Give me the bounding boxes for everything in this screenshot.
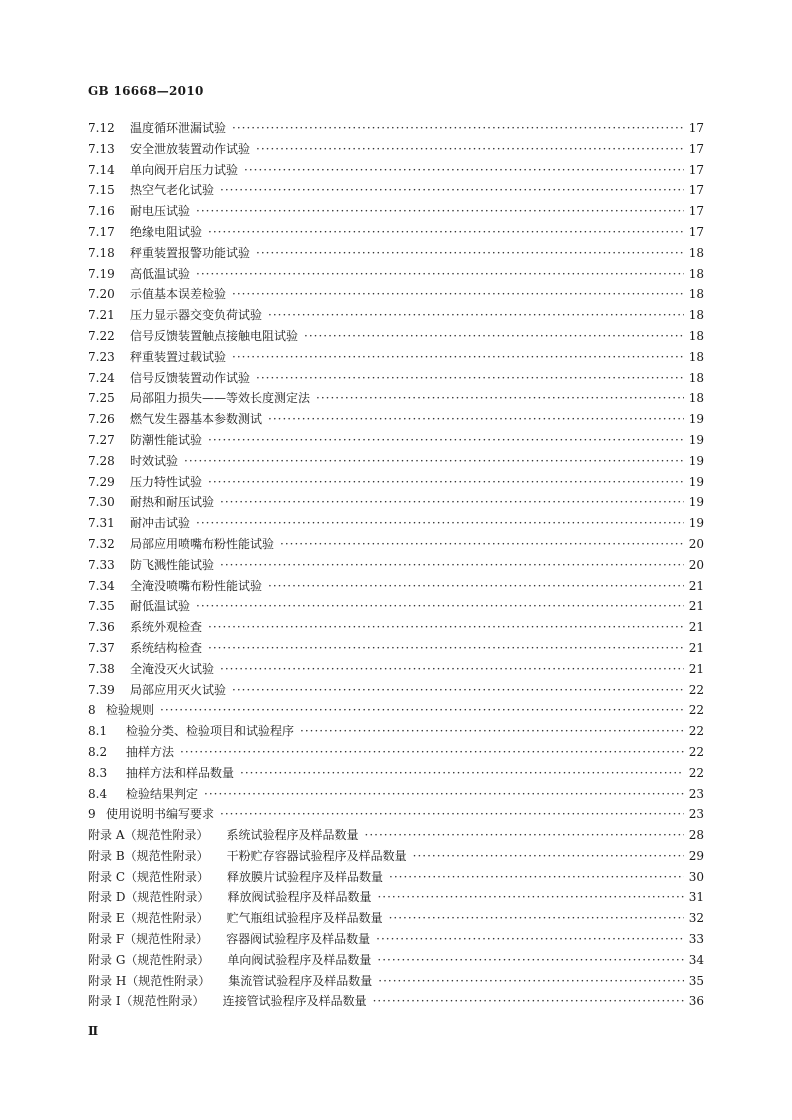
toc-entry[interactable] xyxy=(88,638,704,659)
toc-entry[interactable] xyxy=(88,472,704,493)
toc-entry-number: 7.14 xyxy=(88,162,115,177)
toc-entry[interactable] xyxy=(88,492,704,513)
toc-entry-title: 信号反馈装置动作试验 xyxy=(130,370,251,385)
toc-entry-page: 21 xyxy=(688,640,704,655)
toc-entry-page: 21 xyxy=(688,620,704,635)
toc-entry-title: 容器阀试验程序及样品数量 xyxy=(226,932,371,947)
toc-entry-page: 18 xyxy=(688,328,704,343)
toc-leader-dots xyxy=(377,950,684,971)
toc-entry-page: 18 xyxy=(688,391,704,406)
toc-leader-dots xyxy=(208,617,684,638)
toc-entry-title: 秤重装置报警功能试验 xyxy=(130,245,251,260)
toc-entry-number: 8 xyxy=(88,703,96,718)
toc-entry-title: 局部应用喷嘴布粉性能试验 xyxy=(130,536,275,551)
toc-entry-page: 20 xyxy=(688,557,704,572)
toc-leader-dots xyxy=(389,867,684,888)
toc-entry[interactable] xyxy=(88,784,704,805)
toc-entry[interactable] xyxy=(88,409,704,430)
toc-entry[interactable] xyxy=(88,180,704,201)
toc-entry-number: 7.19 xyxy=(88,266,115,281)
toc-entry[interactable] xyxy=(88,804,704,825)
toc-leader-dots xyxy=(232,347,684,368)
toc-leader-dots xyxy=(208,472,684,493)
toc-leader-dots xyxy=(268,305,684,326)
toc-entry-number: 附录 I（规范性附录） xyxy=(88,994,205,1009)
toc-entry-page: 19 xyxy=(688,516,704,531)
toc-entry-number: 7.24 xyxy=(88,370,115,385)
toc-entry-number: 附录 A（规范性附录） xyxy=(88,828,209,843)
toc-entry[interactable] xyxy=(88,867,704,888)
toc-entry-title: 压力特性试验 xyxy=(130,474,203,489)
toc-entry-title: 示值基本误差检验 xyxy=(130,287,227,302)
toc-entry-number: 7.31 xyxy=(88,516,115,531)
toc-entry[interactable] xyxy=(88,118,704,139)
toc-entry-number: 7.35 xyxy=(88,599,115,614)
toc-entry-title: 时效试验 xyxy=(130,453,179,468)
toc-leader-dots xyxy=(377,887,684,908)
toc-entry-number: 7.32 xyxy=(88,536,115,551)
toc-entry-page: 19 xyxy=(688,412,704,427)
toc-entry-page: 34 xyxy=(688,952,704,967)
page-number: Ⅱ xyxy=(88,1024,99,1038)
toc-leader-dots xyxy=(232,284,684,305)
toc-entry[interactable] xyxy=(88,825,704,846)
toc-entry-number: 7.38 xyxy=(88,661,115,676)
toc-leader-dots xyxy=(220,492,684,513)
toc-entry-page: 19 xyxy=(688,432,704,447)
toc-entry-number: 9 xyxy=(88,807,96,822)
toc-entry-number: 7.37 xyxy=(88,640,115,655)
toc-entry-number: 8.2 xyxy=(88,744,108,759)
toc-entry[interactable] xyxy=(88,513,704,534)
toc-entry-page: 17 xyxy=(688,183,704,198)
toc-entry-number: 8.4 xyxy=(88,786,108,801)
toc-entry-number: 7.20 xyxy=(88,287,115,302)
toc-entry[interactable] xyxy=(88,929,704,950)
toc-entry-title: 抽样方法 xyxy=(126,744,175,759)
toc-entry-page: 22 xyxy=(688,765,704,780)
toc-entry[interactable] xyxy=(88,451,704,472)
toc-entry-title: 耐电压试验 xyxy=(130,204,191,219)
toc-leader-dots xyxy=(184,451,684,472)
toc-entry-page: 21 xyxy=(688,599,704,614)
toc-entry-title: 局部阻力损失——等效长度测定法 xyxy=(130,391,311,406)
toc-entry-page: 31 xyxy=(688,890,704,905)
toc-leader-dots xyxy=(208,638,684,659)
toc-entry-number: 7.30 xyxy=(88,495,115,510)
toc-leader-dots xyxy=(244,160,684,181)
toc-entry[interactable] xyxy=(88,887,704,908)
toc-entry-page: 19 xyxy=(688,495,704,510)
toc-entry-title: 检验结果判定 xyxy=(126,786,199,801)
toc-leader-dots xyxy=(376,929,684,950)
toc-entry-title: 检验分类、检验项目和试验程序 xyxy=(126,724,295,739)
toc-entry-number: 8.1 xyxy=(88,724,108,739)
toc-entry-title: 系统外观检查 xyxy=(130,620,203,635)
toc-entry-title: 系统试验程序及样品数量 xyxy=(226,828,359,843)
toc-entry-title: 单向阀开启压力试验 xyxy=(130,162,239,177)
toc-leader-dots xyxy=(365,825,685,846)
toc-entry[interactable] xyxy=(88,908,704,929)
toc-entry-page: 35 xyxy=(688,973,704,988)
toc-entry-number: 附录 E（规范性附录） xyxy=(88,911,209,926)
toc-entry-page: 28 xyxy=(688,828,704,843)
toc-leader-dots xyxy=(280,534,684,555)
toc-leader-dots xyxy=(378,971,684,992)
toc-entry-number: 7.16 xyxy=(88,204,115,219)
toc-leader-dots xyxy=(160,700,684,721)
toc-leader-dots xyxy=(204,784,684,805)
toc-leader-dots xyxy=(316,388,684,409)
toc-entry-number: 7.21 xyxy=(88,308,115,323)
toc-entry-page: 21 xyxy=(688,661,704,676)
toc-entry-title: 抽样方法和样品数量 xyxy=(126,765,235,780)
toc-entry-number: 附录 F（规范性附录） xyxy=(88,932,209,947)
toc-entry-title: 检验规则 xyxy=(106,703,155,718)
toc-entry[interactable] xyxy=(88,763,704,784)
toc-entry-title: 温度循环泄漏试验 xyxy=(130,121,227,135)
toc-entry-page: 20 xyxy=(688,536,704,551)
toc-entry-title: 使用说明书编写要求 xyxy=(106,807,215,822)
toc-entry-title: 连接管试验程序及样品数量 xyxy=(222,994,367,1009)
toc-entry[interactable] xyxy=(88,534,704,555)
toc-entry-page: 18 xyxy=(688,308,704,323)
toc-entry-title: 全淹没灭火试验 xyxy=(130,661,215,676)
toc-entry-page: 33 xyxy=(688,932,704,947)
toc-entry-title: 释放膜片试验程序及样品数量 xyxy=(227,869,384,884)
toc-entry-title: 高低温试验 xyxy=(130,266,191,281)
toc-entry[interactable] xyxy=(88,139,704,160)
toc-entry-number: 7.17 xyxy=(88,224,115,239)
toc-entry-page: 22 xyxy=(688,724,704,739)
toc-leader-dots xyxy=(208,222,684,243)
toc-entry[interactable] xyxy=(88,430,704,451)
toc-entry[interactable] xyxy=(88,680,704,701)
toc-entry-number: 附录 G（规范性附录） xyxy=(88,952,210,967)
toc-entry[interactable] xyxy=(88,700,704,721)
toc-leader-dots xyxy=(256,243,684,264)
toc-entry-number: 附录 C（规范性附录） xyxy=(88,869,209,884)
standard-code-header: GB 16668—2010 xyxy=(88,84,204,98)
toc-entry-title: 耐低温试验 xyxy=(130,599,191,614)
toc-entry-page: 18 xyxy=(688,266,704,281)
toc-entry[interactable] xyxy=(88,243,704,264)
toc-entry-number: 7.34 xyxy=(88,578,115,593)
toc-entry[interactable] xyxy=(88,305,704,326)
toc-leader-dots xyxy=(413,846,684,867)
toc-entry-title: 安全泄放装置动作试验 xyxy=(130,141,251,156)
toc-entry-title: 燃气发生器基本参数测试 xyxy=(130,412,263,427)
toc-entry-page: 21 xyxy=(688,578,704,593)
toc-entry-page: 18 xyxy=(688,370,704,385)
toc-entry-number: 7.22 xyxy=(88,328,115,343)
toc-leader-dots xyxy=(196,513,684,534)
toc-entry[interactable] xyxy=(88,555,704,576)
toc-leader-dots xyxy=(304,326,684,347)
toc-entry-number: 7.12 xyxy=(88,121,115,135)
toc-entry[interactable] xyxy=(88,991,704,1012)
toc-leader-dots xyxy=(232,118,684,139)
toc-entry[interactable] xyxy=(88,742,704,763)
toc-leader-dots xyxy=(220,659,684,680)
toc-entry-title: 防飞溅性能试验 xyxy=(130,557,215,572)
toc-entry-number: 7.39 xyxy=(88,682,115,697)
toc-entry[interactable] xyxy=(88,950,704,971)
toc-entry-title: 秤重装置过载试验 xyxy=(130,349,227,364)
toc-entry-number: 附录 D（规范性附录） xyxy=(88,890,210,905)
toc-leader-dots xyxy=(256,139,684,160)
toc-entry-page: 22 xyxy=(688,703,704,718)
toc-entry-title: 防潮性能试验 xyxy=(130,432,203,447)
toc-entry-title: 局部应用灭火试验 xyxy=(130,682,227,697)
toc-entry-title: 绝缘电阻试验 xyxy=(130,224,203,239)
toc-entry[interactable] xyxy=(88,721,704,742)
toc-entry-page: 18 xyxy=(688,349,704,364)
toc-entry-page: 18 xyxy=(688,287,704,302)
toc-entry-page: 22 xyxy=(688,682,704,697)
toc-entry-page: 32 xyxy=(688,911,704,926)
toc-entry[interactable] xyxy=(88,368,704,389)
toc-entry[interactable] xyxy=(88,347,704,368)
toc-entry[interactable] xyxy=(88,201,704,222)
toc-leader-dots xyxy=(256,368,684,389)
toc-entry-page: 17 xyxy=(688,141,704,156)
toc-leader-dots xyxy=(196,596,684,617)
toc-entry[interactable] xyxy=(88,160,704,181)
toc-entry[interactable] xyxy=(88,596,704,617)
toc-leader-dots xyxy=(220,555,684,576)
toc-entry[interactable] xyxy=(88,846,704,867)
toc-leader-dots xyxy=(208,430,684,451)
toc-entry-title: 系统结构检查 xyxy=(130,640,203,655)
toc-entry-number: 7.23 xyxy=(88,349,115,364)
toc-entry[interactable] xyxy=(88,222,704,243)
toc-entry-title: 热空气老化试验 xyxy=(130,183,215,198)
toc-entry[interactable] xyxy=(88,284,704,305)
toc-entry-number: 附录 H（规范性附录） xyxy=(88,973,211,988)
toc-entry-title: 全淹没喷嘴布粉性能试验 xyxy=(130,578,263,593)
toc-leader-dots xyxy=(196,264,684,285)
toc-entry-title: 耐冲击试验 xyxy=(130,516,191,531)
toc-entry-page: 17 xyxy=(688,204,704,219)
toc-entry-page: 29 xyxy=(688,848,704,863)
toc-entry-page: 30 xyxy=(688,869,704,884)
toc-entry-page: 17 xyxy=(688,121,704,135)
toc-leader-dots xyxy=(240,763,684,784)
toc-entry-number: 8.3 xyxy=(88,765,108,780)
toc-entry-number: 7.36 xyxy=(88,620,115,635)
toc-entry-page: 17 xyxy=(688,162,704,177)
toc-entry-number: 7.25 xyxy=(88,391,115,406)
toc-entry-number: 7.28 xyxy=(88,453,115,468)
toc-entry-title: 贮气瓶组试验程序及样品数量 xyxy=(226,911,383,926)
toc-entry-page: 19 xyxy=(688,474,704,489)
toc-entry-title: 耐热和耐压试验 xyxy=(130,495,215,510)
toc-leader-dots xyxy=(389,908,684,929)
toc-entry-page: 22 xyxy=(688,744,704,759)
toc-entry-page: 23 xyxy=(688,807,704,822)
toc-entry[interactable] xyxy=(88,264,704,285)
toc-leader-dots xyxy=(196,201,684,222)
toc-entry[interactable] xyxy=(88,326,704,347)
toc-entry-page: 19 xyxy=(688,453,704,468)
toc-entry-number: 7.18 xyxy=(88,245,115,260)
toc-entry-title: 压力显示器交变负荷试验 xyxy=(130,308,263,323)
toc-entry-title: 干粉贮存容器试验程序及样品数量 xyxy=(226,848,407,863)
toc-entry-page: 17 xyxy=(688,224,704,239)
toc-entry[interactable] xyxy=(88,576,704,597)
toc-entry-page: 36 xyxy=(688,994,704,1009)
toc-entry-number: 7.27 xyxy=(88,432,115,447)
toc-leader-dots xyxy=(373,991,684,1012)
table-of-contents xyxy=(88,118,704,1012)
toc-entry-title: 信号反馈装置触点接触电阻试验 xyxy=(130,328,299,343)
toc-entry[interactable] xyxy=(88,388,704,409)
toc-entry-number: 附录 B（规范性附录） xyxy=(88,848,209,863)
toc-entry[interactable] xyxy=(88,971,704,992)
toc-entry-title: 集流管试验程序及样品数量 xyxy=(228,973,373,988)
toc-leader-dots xyxy=(300,721,684,742)
toc-entry-title: 单向阀试验程序及样品数量 xyxy=(227,952,372,967)
toc-leader-dots xyxy=(220,804,684,825)
toc-leader-dots xyxy=(268,409,684,430)
toc-entry-number: 7.29 xyxy=(88,474,115,489)
toc-leader-dots xyxy=(220,180,684,201)
toc-entry-number: 7.26 xyxy=(88,412,115,427)
toc-entry-number: 7.13 xyxy=(88,141,115,156)
toc-leader-dots xyxy=(180,742,684,763)
toc-entry-title: 释放阀试验程序及样品数量 xyxy=(227,890,372,905)
toc-entry-number: 7.33 xyxy=(88,557,115,572)
toc-entry-page: 23 xyxy=(688,786,704,801)
toc-entry-number: 7.15 xyxy=(88,183,115,198)
toc-entry[interactable] xyxy=(88,659,704,680)
toc-entry-page: 18 xyxy=(688,245,704,260)
toc-leader-dots xyxy=(232,680,684,701)
toc-leader-dots xyxy=(268,576,684,597)
toc-entry[interactable] xyxy=(88,617,704,638)
